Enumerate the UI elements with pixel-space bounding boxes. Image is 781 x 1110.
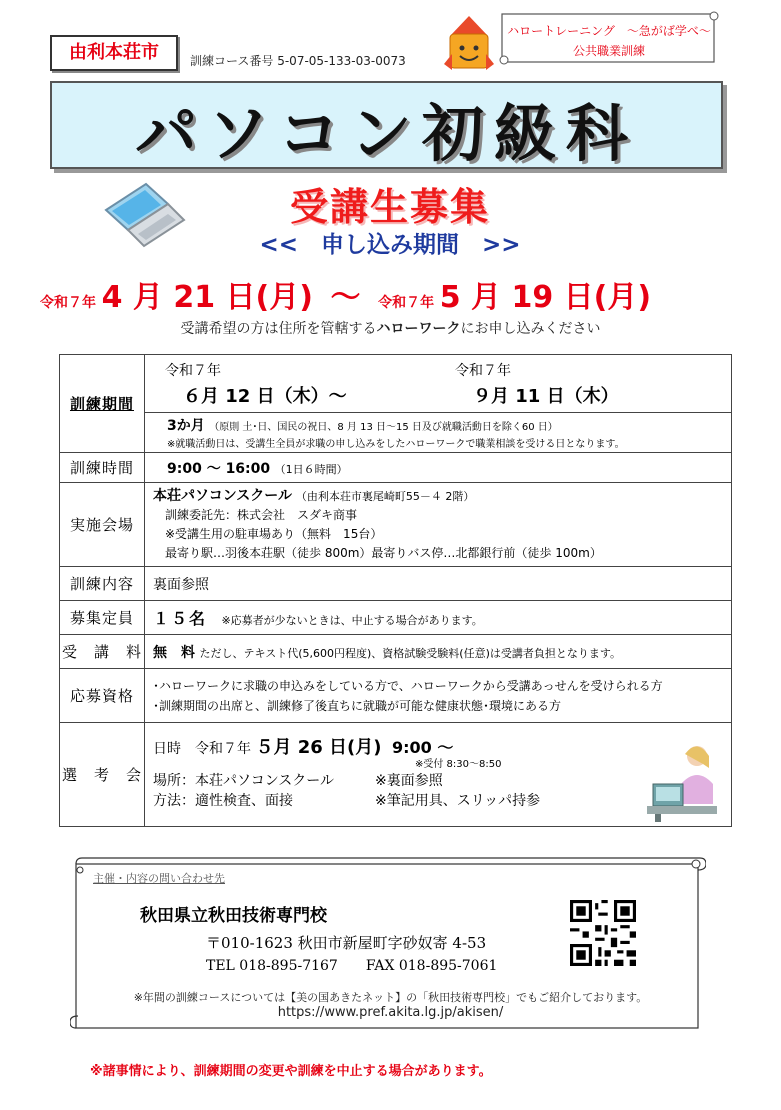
duration-cell: [145, 413, 732, 453]
hello-work-text: ハローワーク: [376, 321, 461, 337]
website-link[interactable]: https://www.pref.akita.lg.jp/akisen/: [277, 1005, 504, 1020]
selection-place-note: ※裏面参照: [375, 773, 443, 789]
rocket-mascot-icon: [440, 14, 498, 76]
selection-date: ５月 26 日(月): [255, 737, 382, 758]
hours-note: （1日６時間）: [274, 462, 348, 476]
apply-note-post: にお申し込みください: [460, 321, 601, 337]
selection-method: 方法：適性検査、面接: [153, 793, 293, 809]
period-head: 訓練期間: [60, 355, 145, 453]
content: 裏面参照: [145, 567, 732, 601]
duration-note2: ※就職活動日は、受講生全員が求職の申し込みをしたハローワークで職業相談を受ける日となります。: [167, 439, 625, 450]
qr-code-icon: [570, 900, 636, 966]
venue-contractor: 訓練委託先：株式会社 スダキ商事: [165, 507, 358, 522]
start-date: 4 月 21 日(月): [101, 280, 313, 315]
venue-head: 実施会場: [60, 483, 145, 567]
date-tilde: ～: [330, 280, 361, 315]
application-dates: [40, 272, 750, 315]
qualification-head: 応募資格: [60, 669, 145, 723]
period-era-end: 令和７年: [455, 362, 511, 379]
content-head: 訓練内容: [60, 567, 145, 601]
capacity: １５名: [153, 609, 208, 628]
school-phone: TEL 018-895-7167 FAX 018-895-7061: [206, 958, 498, 974]
qualification-cell: [145, 669, 732, 723]
venue-name: 本荘パソコンスクール: [153, 487, 293, 504]
selection-head: 選 考 会: [60, 723, 145, 827]
duration: 3か月: [167, 418, 205, 434]
qualification-1: ･ハローワークに求職の申込みをしている方で、ハローワークから受講あっせんを受けられる方: [153, 678, 663, 693]
venue-cell: [145, 483, 732, 567]
hello-training-text: ハロートレーニング ～急がば学べ～: [507, 24, 711, 38]
organizer-label: 主催・内容の問い合わせ先: [93, 872, 225, 885]
person-at-computer-icon: [647, 740, 721, 822]
selection-cell: [145, 723, 732, 827]
course-number: 訓練コース番号 5-07-05-133-03-0073: [190, 54, 406, 68]
capacity-note: ※応募者が少ないときは、中止する場合があります。: [221, 614, 483, 627]
info-note: ※年間の訓練コースについては【美の国あきたネット】の「秋田技術専門校」でもご紹介しております。: [133, 991, 648, 1004]
fee: 無 料: [153, 644, 195, 661]
period-era-start: 令和７年: [165, 362, 221, 379]
period-end: ９月 11 日（木）: [473, 385, 619, 407]
warning-note: ※諸事情により、訓練期間の変更や訓練を中止する場合があります。: [90, 1064, 492, 1079]
period-start: ６月 12 日（木）～: [183, 385, 347, 407]
public-training-text: 公共職業訓練: [572, 44, 645, 58]
school-address: 〒010-1623 秋田市新屋町字砂奴寄 4-53: [206, 934, 487, 952]
fee-head: 受 講 料: [60, 635, 145, 669]
selection-time: 9:00 ～: [391, 738, 454, 757]
selection-place: 場所：本荘パソコンスクール: [153, 773, 335, 789]
end-era: 令和７年: [378, 295, 435, 311]
city-label: 由利本荘市: [50, 35, 178, 71]
capacity-head: 募集定員: [60, 601, 145, 635]
apply-note: [0, 318, 781, 338]
fee-cell: [145, 635, 732, 669]
hours-cell: [145, 453, 732, 483]
hours-head: 訓練時間: [60, 453, 145, 483]
application-period-label: << 申し込み期間 >>: [259, 232, 521, 258]
hours: 9:00 ～ 16:00: [167, 460, 271, 477]
venue-parking: ※受講生用の駐車場あり（無料 15台）: [165, 526, 383, 541]
capacity-cell: [145, 601, 732, 635]
selection-date-label: 日時 令和７年: [153, 741, 251, 757]
fee-note: ただし、テキスト代(5,600円程度)、資格試験受験料(任意)は受講者負担となります。: [199, 646, 622, 660]
start-era: 令和７年: [40, 295, 96, 311]
venue-access: 最寄り駅…羽後本荘駅（徒歩 800m）最寄りバス停…北都銀行前（徒歩 100m）: [165, 545, 602, 560]
venue-address: （由利本荘市裏尾崎町55－４ 2階）: [295, 489, 475, 503]
period-cell: [145, 355, 732, 413]
selection-method-note: ※筆記用具、スリッパ持参: [375, 793, 541, 809]
page-title: パソコン初級科: [135, 97, 638, 170]
laptop-icon: [98, 180, 188, 250]
info-table: [59, 354, 732, 827]
end-date: 5 月 19 日(月): [439, 280, 652, 315]
duration-note: （原則 土･日、国民の祝日、8 月 13 日～15 日及び就職活動日を除く60 日）: [209, 422, 558, 433]
apply-note-pre: 受講希望の方は住所を管轄する: [180, 321, 377, 337]
selection-reception: ※受付 8:30～8:50: [415, 759, 502, 770]
recruit-heading: 受講生募集: [289, 185, 490, 229]
qualification-2: ･訓練期間の出席と、訓練修了後直ちに就職が可能な健康状態･環境にある方: [153, 698, 562, 713]
school-name: 秋田県立秋田技術専門校: [140, 906, 327, 926]
